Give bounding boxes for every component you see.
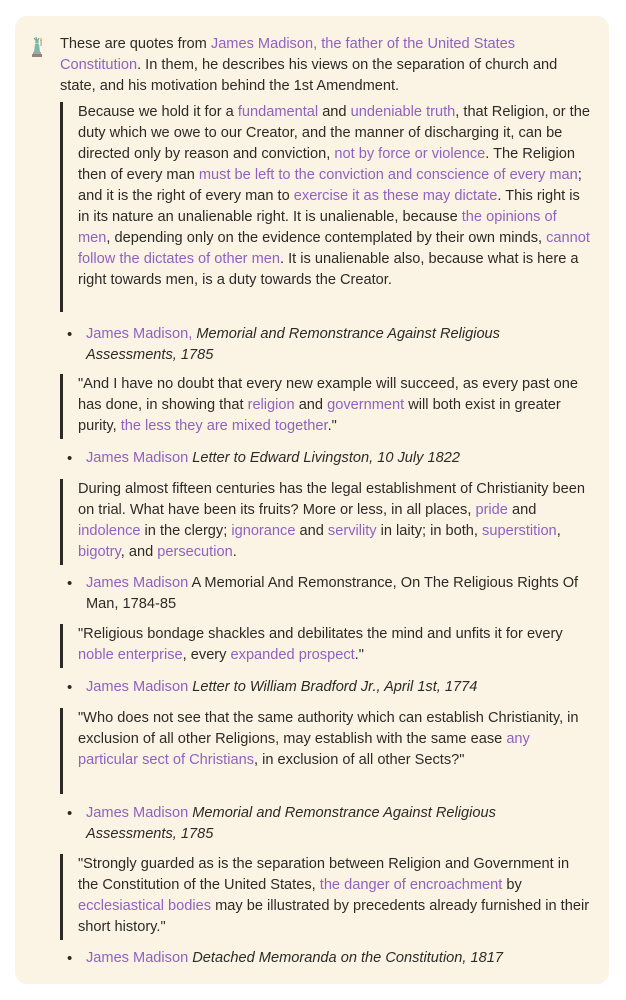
text-run: , depending only on the evidence contemplated by their own minds, bbox=[106, 230, 547, 246]
highlighted-phrase: government bbox=[327, 397, 405, 413]
citation-author: James Madison bbox=[86, 575, 189, 591]
citation-author: James Madison bbox=[86, 679, 189, 695]
highlighted-phrase: the less they are mixed together bbox=[120, 418, 328, 434]
citation-1 bbox=[67, 324, 587, 366]
bullet-icon: • bbox=[67, 326, 73, 343]
citation-6 bbox=[67, 948, 587, 969]
highlighted-phrase: servility bbox=[327, 523, 377, 539]
citation-text bbox=[86, 573, 587, 615]
highlighted-phrase: ignorance bbox=[231, 523, 296, 539]
text-run: will both exist in greater purity, bbox=[78, 397, 561, 434]
text-run: During almost fifteen centuries has the legal establishment of Christianity been on trial. What have been its fruits? More or less, in all places, bbox=[78, 481, 585, 518]
highlighted-phrase: religion bbox=[247, 397, 295, 413]
citation-author: James Madison bbox=[86, 950, 189, 966]
text-run: "Who does not see that the same authority which can establish Christianity, in exclusion of all other Religions, may establish with the same ease bbox=[78, 710, 579, 747]
citation-text bbox=[86, 324, 587, 366]
highlighted-phrase: any particular sect of Christians bbox=[78, 731, 530, 768]
text-run: , bbox=[556, 523, 561, 539]
statue-of-liberty-icon bbox=[30, 36, 48, 58]
text-run: . In them, he describes his views on the separation of church and state, and his motivation behind the 1st Amendment. bbox=[60, 57, 558, 94]
citation-author: James Madison bbox=[86, 450, 189, 466]
bullet-icon: • bbox=[67, 950, 73, 967]
highlighted-phrase: fundamental bbox=[237, 104, 319, 120]
citation-author: James Madison, bbox=[86, 326, 193, 342]
citation-author: James Madison bbox=[86, 805, 189, 821]
highlighted-phrase: superstition bbox=[482, 523, 557, 539]
text-run: ." bbox=[327, 418, 337, 434]
text-run: These are quotes from bbox=[60, 36, 211, 52]
text-run: "And I have no doubt that every new example will succeed, as every past one has done, in showing that bbox=[78, 376, 579, 413]
citation-source: Memorial and Remonstrance Against Religious Assessments, 1785 bbox=[86, 326, 500, 363]
citation-source: Letter to William Bradford Jr., April 1st, 1774 bbox=[192, 679, 478, 695]
text-run: and bbox=[318, 104, 351, 120]
text-run: in the clergy; bbox=[140, 523, 232, 539]
bullet-icon: • bbox=[67, 805, 73, 822]
highlighted-phrase: cannot follow the dictates of other men bbox=[78, 230, 590, 267]
citation-text bbox=[86, 677, 587, 698]
blockquote-1 bbox=[60, 102, 590, 312]
text-run: ." bbox=[354, 647, 364, 663]
text-run: , every bbox=[182, 647, 231, 663]
bullet-icon: • bbox=[67, 450, 73, 467]
highlighted-phrase: pride bbox=[475, 502, 508, 518]
text-run: . bbox=[232, 544, 237, 560]
highlighted-phrase: expanded prospect bbox=[230, 647, 355, 663]
text-run: may be illustrated by precedents already furnished in their short history." bbox=[78, 898, 590, 935]
highlighted-phrase: must be left to the conviction and conscience of every man bbox=[198, 167, 578, 183]
citation-source: Letter to Edward Livingston, 10 July 1822 bbox=[192, 450, 460, 466]
text-run: "Religious bondage shackles and debilitates the mind and unfits it for every bbox=[78, 626, 563, 642]
highlighted-phrase: exercise it as these may dictate bbox=[293, 188, 498, 204]
text-run: Because we hold it for a bbox=[78, 104, 238, 120]
text-run: and bbox=[294, 397, 328, 413]
blockquote-4 bbox=[60, 624, 590, 668]
text-run: by bbox=[502, 877, 522, 893]
blockquote-6 bbox=[60, 854, 590, 940]
text-run: . It is unalienable also, because what is here a right towards men, is a duty towards the Creator. bbox=[78, 251, 579, 288]
text-run: ; and it is the right of every man to bbox=[78, 167, 582, 204]
text-run: , that Religion, or the duty which we owe to our Creator, and the manner of discharging it, can be directed only by reason and conviction, bbox=[78, 104, 590, 162]
text-run: and bbox=[507, 502, 537, 518]
citation-4 bbox=[67, 677, 587, 698]
citation-source: Memorial and Remonstrance Against Religious Assessments, 1785 bbox=[86, 805, 496, 842]
highlighted-phrase: persecution bbox=[157, 544, 233, 560]
highlighted-phrase: the opinions of men bbox=[78, 209, 557, 246]
highlighted-phrase: indolence bbox=[78, 523, 141, 539]
blockquote-3 bbox=[60, 479, 590, 565]
text-run: . The Religion then of every man bbox=[78, 146, 576, 183]
blockquote-5 bbox=[60, 708, 590, 794]
highlighted-phrase: ecclesiastical bodies bbox=[78, 898, 212, 914]
text-run: , in exclusion of all other Sects?" bbox=[254, 752, 465, 768]
text-run: . This right is in its nature an unalienable right. It is unalienable, because bbox=[78, 188, 580, 225]
blockquote-2 bbox=[60, 374, 590, 439]
citation-3 bbox=[67, 573, 587, 615]
text-run: , and bbox=[120, 544, 158, 560]
bullet-icon: • bbox=[67, 575, 73, 592]
highlighted-phrase: bigotry bbox=[78, 544, 121, 560]
intro-text bbox=[60, 34, 590, 97]
citation-text bbox=[86, 948, 587, 969]
bullet-icon: • bbox=[67, 679, 73, 696]
citation-2 bbox=[67, 448, 587, 469]
highlighted-phrase: the danger of encroachment bbox=[319, 877, 503, 893]
text-run: in laity; in both, bbox=[376, 523, 483, 539]
highlighted-phrase: not by force or violence bbox=[334, 146, 486, 162]
citation-source: A Memorial And Remonstrance, On The Religious Rights Of Man, 1784-85 bbox=[86, 575, 579, 612]
citation-5 bbox=[67, 803, 587, 845]
citation-text bbox=[86, 448, 587, 469]
highlighted-phrase: James Madison, the father of the United States Constitution bbox=[60, 36, 516, 73]
text-run: and bbox=[295, 523, 328, 539]
highlighted-phrase: undeniable truth bbox=[350, 104, 456, 120]
highlighted-phrase: noble enterprise bbox=[78, 647, 183, 663]
message-card bbox=[15, 16, 609, 984]
citation-text bbox=[86, 803, 587, 845]
text-run: "Strongly guarded as is the separation between Religion and Government in the Constitution of the United States, bbox=[78, 856, 570, 893]
citation-source: Detached Memoranda on the Constitution, 1817 bbox=[192, 950, 503, 966]
